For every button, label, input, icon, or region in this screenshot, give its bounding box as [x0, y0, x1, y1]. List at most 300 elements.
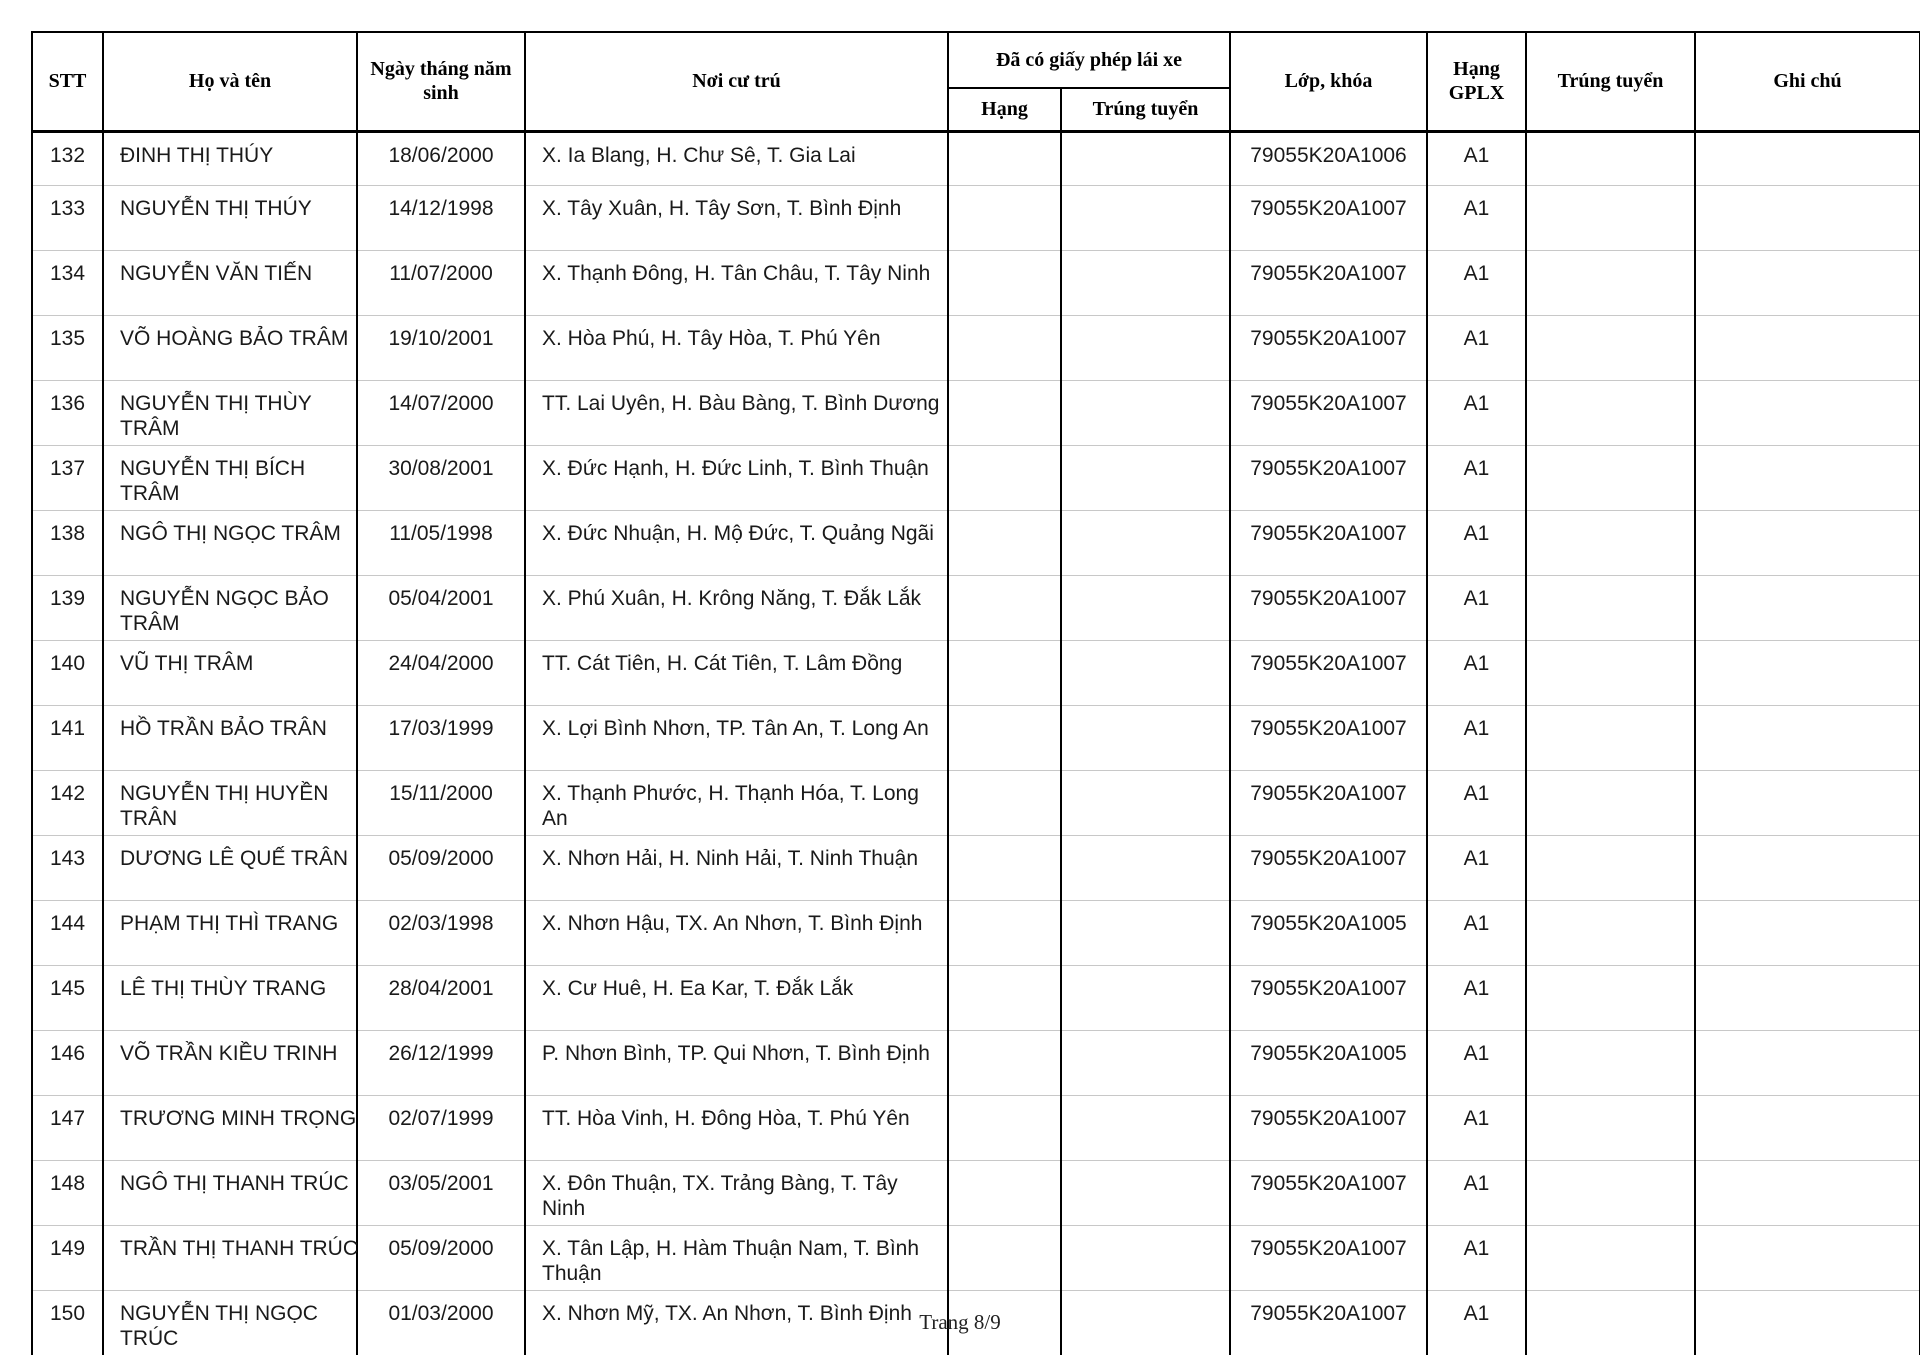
cell-gplx [1427, 900, 1526, 965]
table-row [32, 1030, 1920, 1095]
header-address: Nơi cư trú [525, 32, 948, 131]
cell-license-rank [948, 1095, 1061, 1160]
cell-gplx-text: A1 [1463, 456, 1490, 480]
cell-dob-text: 26/12/1999 [388, 1041, 494, 1065]
cell-name-text: NGUYỄN THỊ HUYỀN TRÂN [120, 781, 329, 830]
cell-dob [357, 1095, 525, 1160]
cell-license-rank [948, 705, 1061, 770]
cell-address [525, 510, 948, 575]
cell-address-text: X. Lợi Bình Nhơn, TP. Tân An, T. Long An [542, 716, 929, 740]
table-row [32, 315, 1920, 380]
cell-class-text: 79055K20A1007 [1250, 1171, 1407, 1195]
cell-note [1695, 185, 1920, 250]
cell-stt-text: 141 [49, 716, 86, 740]
table-header [32, 32, 1920, 131]
cell-dob-text: 15/11/2000 [389, 781, 493, 805]
cell-note [1695, 1095, 1920, 1160]
cell-note [1695, 1030, 1920, 1095]
cell-name-text: ĐINH THỊ THÚY [120, 143, 274, 167]
cell-class-text: 79055K20A1007 [1250, 846, 1407, 870]
document-sheet [31, 31, 1919, 1355]
cell-stt-text: 139 [49, 586, 86, 610]
cell-gplx [1427, 250, 1526, 315]
cell-license-pass [1061, 1160, 1230, 1225]
cell-dob [357, 131, 525, 185]
cell-stt-text: 148 [49, 1171, 86, 1195]
cell-address [525, 705, 948, 770]
cell-stt [32, 250, 103, 315]
cell-gplx-text: A1 [1463, 1301, 1490, 1325]
cell-address-text: X. Đức Hạnh, H. Đức Linh, T. Bình Thuận [542, 456, 929, 480]
cell-stt [32, 1225, 103, 1290]
cell-dob [357, 705, 525, 770]
cell-dob [357, 315, 525, 380]
cell-stt [32, 770, 103, 835]
table-row [32, 445, 1920, 510]
cell-stt-text: 145 [49, 976, 86, 1000]
cell-gplx-text: A1 [1463, 976, 1490, 1000]
cell-class-text: 79055K20A1007 [1250, 586, 1407, 610]
table-row [32, 965, 1920, 1030]
cell-license-pass [1061, 445, 1230, 510]
cell-gplx [1427, 575, 1526, 640]
cell-gplx-text: A1 [1463, 651, 1490, 675]
cell-stt-text: 146 [49, 1041, 86, 1065]
cell-class [1230, 835, 1427, 900]
cell-pass [1526, 640, 1695, 705]
cell-stt-text: 150 [49, 1301, 86, 1325]
page-number: Trang 8/9 [919, 1310, 1001, 1334]
cell-class [1230, 900, 1427, 965]
cell-address-text: P. Nhơn Bình, TP. Qui Nhơn, T. Bình Định [542, 1041, 930, 1065]
cell-gplx-text: A1 [1463, 1171, 1490, 1195]
cell-address-text: X. Ia Blang, H. Chư Sê, T. Gia Lai [542, 143, 856, 167]
cell-class-text: 79055K20A1007 [1250, 1236, 1407, 1260]
cell-pass [1526, 965, 1695, 1030]
cell-address [525, 185, 948, 250]
cell-gplx [1427, 315, 1526, 380]
cell-name [103, 770, 357, 835]
cell-name [103, 510, 357, 575]
cell-name [103, 900, 357, 965]
cell-class-text: 79055K20A1007 [1250, 521, 1407, 545]
cell-class [1230, 1030, 1427, 1095]
cell-class-text: 79055K20A1005 [1250, 1041, 1407, 1065]
cell-name-text: DƯƠNG LÊ QUẾ TRÂN [120, 846, 349, 870]
cell-address-text: TT. Cát Tiên, H. Cát Tiên, T. Lâm Đồng [542, 651, 903, 675]
cell-stt-text: 142 [49, 781, 86, 805]
cell-name-text: PHẠM THỊ THÌ TRANG [120, 911, 339, 935]
cell-pass [1526, 575, 1695, 640]
table-row [32, 510, 1920, 575]
cell-gplx-text: A1 [1463, 1041, 1490, 1065]
cell-dob-text: 11/05/1998 [389, 521, 493, 545]
cell-class-text: 79055K20A1005 [1250, 911, 1407, 935]
cell-gplx [1427, 770, 1526, 835]
cell-name-text: NGUYỄN NGỌC BẢO TRÂM [120, 586, 329, 635]
cell-pass [1526, 770, 1695, 835]
cell-class [1230, 510, 1427, 575]
cell-gplx-text: A1 [1463, 196, 1490, 220]
cell-license-pass [1061, 510, 1230, 575]
cell-dob [357, 965, 525, 1030]
cell-gplx [1427, 1160, 1526, 1225]
header-class: Lớp, khóa [1230, 32, 1427, 131]
cell-stt-text: 144 [49, 911, 86, 935]
cell-gplx [1427, 445, 1526, 510]
cell-dob-text: 11/07/2000 [389, 261, 493, 285]
cell-name [103, 1030, 357, 1095]
cell-class-text: 79055K20A1007 [1250, 326, 1407, 350]
table-row [32, 770, 1920, 835]
cell-name [103, 445, 357, 510]
cell-name [103, 1225, 357, 1290]
cell-pass [1526, 445, 1695, 510]
cell-stt [32, 185, 103, 250]
cell-stt-text: 140 [49, 651, 86, 675]
cell-license-pass [1061, 250, 1230, 315]
cell-address [525, 380, 948, 445]
cell-name-text: VÕ HOÀNG BẢO TRÂM [120, 326, 349, 350]
cell-gplx [1427, 835, 1526, 900]
cell-dob-text: 02/07/1999 [388, 1106, 494, 1130]
header-pass: Trúng tuyển [1526, 32, 1695, 131]
cell-dob-text: 24/04/2000 [388, 651, 494, 675]
cell-pass [1526, 1225, 1695, 1290]
cell-name-text: NGUYỄN VĂN TIẾN [120, 261, 313, 285]
cell-class-text: 79055K20A1007 [1250, 391, 1407, 415]
cell-license-rank [948, 185, 1061, 250]
cell-class-text: 79055K20A1007 [1250, 1301, 1407, 1325]
cell-stt [32, 445, 103, 510]
cell-address-text: X. Đức Nhuận, H. Mộ Đức, T. Quảng Ngãi [542, 521, 934, 545]
cell-license-rank [948, 380, 1061, 445]
cell-address [525, 1030, 948, 1095]
cell-note [1695, 510, 1920, 575]
cell-pass [1526, 380, 1695, 445]
cell-license-pass [1061, 640, 1230, 705]
cell-stt [32, 1030, 103, 1095]
cell-address [525, 640, 948, 705]
cell-name [103, 131, 357, 185]
cell-class-text: 79055K20A1007 [1250, 976, 1407, 1000]
cell-address [525, 1095, 948, 1160]
cell-class [1230, 185, 1427, 250]
cell-name-text: NGUYỄN THỊ THÙY TRÂM [120, 391, 312, 440]
cell-pass [1526, 1160, 1695, 1225]
cell-note [1695, 445, 1920, 510]
cell-name-text: VÕ TRẦN KIỀU TRINH [120, 1041, 338, 1065]
cell-address-text: X. Hòa Phú, H. Tây Hòa, T. Phú Yên [542, 326, 881, 350]
cell-license-pass [1061, 770, 1230, 835]
cell-pass [1526, 250, 1695, 315]
cell-dob [357, 1160, 525, 1225]
cell-stt-text: 134 [49, 261, 86, 285]
cell-name [103, 965, 357, 1030]
cell-dob-text: 17/03/1999 [388, 716, 494, 740]
cell-address [525, 965, 948, 1030]
cell-license-rank [948, 1030, 1061, 1095]
cell-name-text: NGUYỄN THỊ BÍCH TRÂM [120, 456, 306, 505]
cell-license-pass [1061, 575, 1230, 640]
cell-gplx [1427, 185, 1526, 250]
cell-dob-text: 30/08/2001 [388, 456, 494, 480]
cell-class [1230, 1225, 1427, 1290]
header-note: Ghi chú [1695, 32, 1920, 131]
cell-dob [357, 185, 525, 250]
cell-address [525, 1225, 948, 1290]
cell-stt [32, 640, 103, 705]
cell-license-pass [1061, 131, 1230, 185]
cell-address [525, 770, 948, 835]
cell-name [103, 250, 357, 315]
cell-address [525, 131, 948, 185]
cell-class [1230, 965, 1427, 1030]
cell-address-text: X. Nhơn Hải, H. Ninh Hải, T. Ninh Thuận [542, 846, 919, 870]
cell-address [525, 445, 948, 510]
cell-class [1230, 1160, 1427, 1225]
cell-dob-text: 28/04/2001 [388, 976, 494, 1000]
cell-note [1695, 250, 1920, 315]
cell-license-rank [948, 575, 1061, 640]
cell-gplx [1427, 705, 1526, 770]
cell-name [103, 315, 357, 380]
cell-dob [357, 770, 525, 835]
cell-address-text: X. Phú Xuân, H. Krông Năng, T. Đắk Lắk [542, 586, 921, 610]
cell-name-text: VŨ THỊ TRÂM [120, 651, 254, 675]
cell-pass [1526, 1030, 1695, 1095]
cell-license-rank [948, 131, 1061, 185]
cell-stt [32, 380, 103, 445]
cell-class [1230, 705, 1427, 770]
cell-name-text: NGUYỄN THỊ THÚY [120, 196, 312, 220]
cell-pass [1526, 131, 1695, 185]
cell-stt [32, 1160, 103, 1225]
cell-dob [357, 445, 525, 510]
cell-stt [32, 900, 103, 965]
table-row [32, 640, 1920, 705]
cell-name [103, 185, 357, 250]
cell-address-text: X. Đôn Thuận, TX. Trảng Bàng, T. Tây Ninh [542, 1171, 898, 1220]
cell-address-text: X. Cư Huê, H. Ea Kar, T. Đắk Lắk [542, 976, 854, 1000]
cell-name-text: TRƯƠNG MINH TRỌNG [120, 1106, 357, 1130]
cell-name [103, 575, 357, 640]
cell-gplx-text: A1 [1463, 326, 1490, 350]
table-row [32, 900, 1920, 965]
cell-note [1695, 575, 1920, 640]
cell-stt [32, 575, 103, 640]
cell-dob [357, 1225, 525, 1290]
table-row [32, 131, 1920, 185]
cell-license-pass [1061, 705, 1230, 770]
cell-name [103, 705, 357, 770]
cell-stt-text: 136 [49, 391, 86, 415]
cell-license-rank [948, 640, 1061, 705]
student-table [31, 31, 1920, 1355]
cell-pass [1526, 315, 1695, 380]
header-license-pass: Trúng tuyển [1061, 88, 1230, 131]
header-license-group: Đã có giấy phép lái xe [948, 32, 1230, 88]
cell-pass [1526, 510, 1695, 575]
cell-class [1230, 640, 1427, 705]
cell-gplx-text: A1 [1463, 586, 1490, 610]
cell-license-pass [1061, 900, 1230, 965]
cell-address-text: X. Tây Xuân, H. Tây Sơn, T. Bình Định [542, 196, 902, 220]
cell-address [525, 315, 948, 380]
cell-name [103, 835, 357, 900]
cell-note [1695, 900, 1920, 965]
cell-class [1230, 1095, 1427, 1160]
cell-license-pass [1061, 835, 1230, 900]
cell-stt-text: 143 [49, 846, 86, 870]
cell-stt [32, 835, 103, 900]
cell-gplx [1427, 1095, 1526, 1160]
cell-stt [32, 705, 103, 770]
cell-class [1230, 445, 1427, 510]
cell-note [1695, 380, 1920, 445]
cell-address-text: X. Nhơn Hậu, TX. An Nhơn, T. Bình Định [542, 911, 923, 935]
cell-license-rank [948, 835, 1061, 900]
cell-class-text: 79055K20A1007 [1250, 651, 1407, 675]
cell-dob-text: 14/12/1998 [388, 196, 494, 220]
cell-stt-text: 138 [49, 521, 86, 545]
cell-dob-text: 02/03/1998 [388, 911, 494, 935]
cell-stt-text: 147 [49, 1106, 86, 1130]
cell-address-text: TT. Hòa Vinh, H. Đông Hòa, T. Phú Yên [542, 1106, 910, 1130]
cell-class [1230, 131, 1427, 185]
cell-address-text: X. Thạnh Phước, H. Thạnh Hóa, T. Long An [542, 781, 919, 830]
cell-stt [32, 131, 103, 185]
cell-license-rank [948, 770, 1061, 835]
cell-address [525, 250, 948, 315]
cell-license-pass [1061, 185, 1230, 250]
header-dob: Ngày tháng năm sinh [357, 32, 525, 131]
cell-gplx [1427, 380, 1526, 445]
cell-gplx-text: A1 [1463, 1106, 1490, 1130]
cell-gplx [1427, 640, 1526, 705]
cell-class [1230, 380, 1427, 445]
cell-stt-text: 135 [49, 326, 86, 350]
cell-class-text: 79055K20A1007 [1250, 261, 1407, 285]
cell-note [1695, 131, 1920, 185]
cell-class [1230, 315, 1427, 380]
cell-dob [357, 640, 525, 705]
cell-dob [357, 380, 525, 445]
cell-gplx-text: A1 [1463, 716, 1490, 740]
cell-note [1695, 640, 1920, 705]
cell-pass [1526, 185, 1695, 250]
cell-name-text: NGÔ THỊ THANH TRÚC [120, 1171, 349, 1195]
cell-dob-text: 05/09/2000 [388, 1236, 494, 1260]
cell-gplx [1427, 965, 1526, 1030]
cell-dob-text: 01/03/2000 [388, 1301, 494, 1325]
header-name: Họ và tên [103, 32, 357, 131]
cell-license-pass [1061, 315, 1230, 380]
cell-license-rank [948, 445, 1061, 510]
cell-dob-text: 05/04/2001 [388, 586, 494, 610]
cell-license-pass [1061, 965, 1230, 1030]
cell-gplx [1427, 1225, 1526, 1290]
cell-address [525, 900, 948, 965]
cell-dob-text: 19/10/2001 [388, 326, 494, 350]
cell-pass [1526, 900, 1695, 965]
cell-address-text: X. Nhơn Mỹ, TX. An Nhơn, T. Bình Định [542, 1301, 912, 1325]
cell-gplx [1427, 510, 1526, 575]
cell-note [1695, 835, 1920, 900]
cell-address [525, 1160, 948, 1225]
table-row [32, 380, 1920, 445]
cell-name-text: LÊ THỊ THÙY TRANG [120, 976, 327, 1000]
cell-gplx-text: A1 [1463, 261, 1490, 285]
table-body [32, 131, 1920, 1355]
cell-gplx-text: A1 [1463, 143, 1490, 167]
cell-gplx-text: A1 [1463, 781, 1490, 805]
table-row [32, 575, 1920, 640]
table-row [32, 250, 1920, 315]
cell-stt-text: 137 [49, 456, 86, 480]
cell-stt [32, 965, 103, 1030]
cell-note [1695, 1225, 1920, 1290]
header-stt: STT [32, 32, 103, 131]
cell-gplx-text: A1 [1463, 846, 1490, 870]
cell-stt [32, 315, 103, 380]
cell-stt-text: 133 [49, 196, 86, 220]
cell-class [1230, 575, 1427, 640]
cell-gplx [1427, 131, 1526, 185]
cell-license-rank [948, 510, 1061, 575]
cell-note [1695, 315, 1920, 380]
cell-name [103, 640, 357, 705]
cell-address-text: X. Tân Lập, H. Hàm Thuận Nam, T. Bình Thuận [542, 1236, 920, 1285]
cell-class-text: 79055K20A1007 [1250, 196, 1407, 220]
table-row [32, 705, 1920, 770]
cell-dob-text: 14/07/2000 [388, 391, 494, 415]
cell-name [103, 1160, 357, 1225]
cell-stt [32, 510, 103, 575]
cell-note [1695, 965, 1920, 1030]
cell-class [1230, 250, 1427, 315]
cell-class-text: 79055K20A1007 [1250, 456, 1407, 480]
cell-name [103, 380, 357, 445]
cell-dob [357, 1030, 525, 1095]
cell-dob [357, 510, 525, 575]
cell-gplx-text: A1 [1463, 391, 1490, 415]
cell-note [1695, 1160, 1920, 1225]
cell-dob [357, 575, 525, 640]
cell-dob-text: 05/09/2000 [388, 846, 494, 870]
cell-class-text: 79055K20A1006 [1250, 143, 1407, 167]
cell-license-rank [948, 1160, 1061, 1225]
cell-license-pass [1061, 1030, 1230, 1095]
cell-pass [1526, 705, 1695, 770]
cell-name [103, 1095, 357, 1160]
cell-gplx [1427, 1030, 1526, 1095]
cell-address-text: X. Thạnh Đông, H. Tân Châu, T. Tây Ninh [542, 261, 931, 285]
table-row [32, 1095, 1920, 1160]
cell-name-text: NGÔ THỊ NGỌC TRÂM [120, 521, 341, 545]
cell-note [1695, 705, 1920, 770]
table-row [32, 1225, 1920, 1290]
cell-class-text: 79055K20A1007 [1250, 716, 1407, 740]
cell-dob [357, 250, 525, 315]
cell-license-rank [948, 250, 1061, 315]
cell-license-rank [948, 1225, 1061, 1290]
cell-name-text: TRẦN THỊ THANH TRÚC [120, 1236, 359, 1260]
table-row [32, 185, 1920, 250]
cell-class-text: 79055K20A1007 [1250, 781, 1407, 805]
cell-dob [357, 900, 525, 965]
cell-note [1695, 770, 1920, 835]
